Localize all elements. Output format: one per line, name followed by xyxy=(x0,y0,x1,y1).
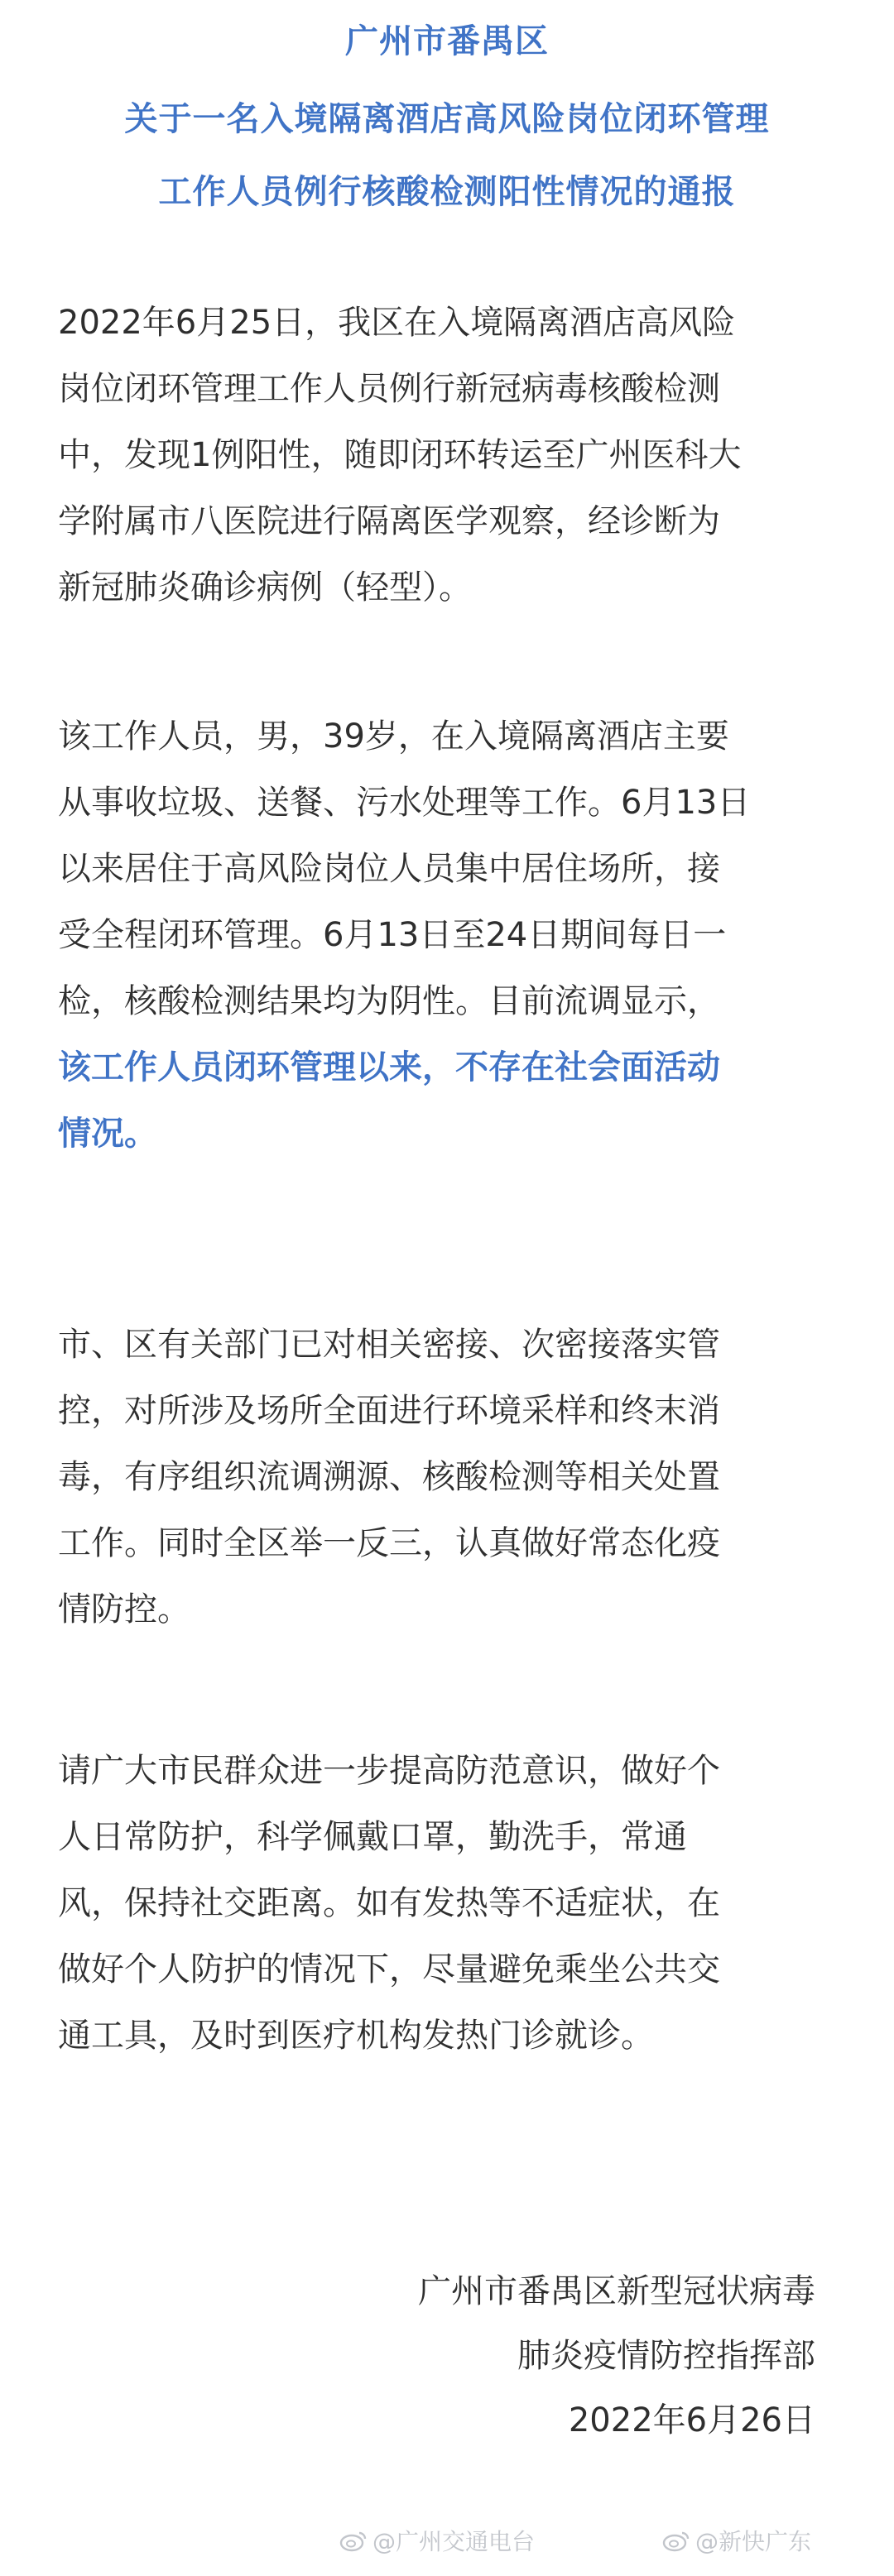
paragraph-line: 中，发现1例阳性，随即闭环转运至广州医科大 xyxy=(58,436,742,474)
paragraph-line: 人日常防护，科学佩戴口罩，勤洗手，常通 xyxy=(58,1818,687,1856)
paragraph-line: 学附属市八医院进行隔离医学观察，经诊断为 xyxy=(58,502,720,540)
signature-org-line-2: 肺炎疫情防控指挥部 xyxy=(517,2337,815,2375)
paragraph-line: 情防控。 xyxy=(58,1590,190,1629)
paragraph-line: 风，保持社交距离。如有发热等不适症状，在 xyxy=(58,1884,720,1922)
paragraph-line: 通工具，及时到医疗机构发热门诊就诊。 xyxy=(58,2017,654,2055)
watermark-right-text: @新快广东 xyxy=(695,2528,812,2555)
weibo-icon xyxy=(339,2529,368,2552)
notice-title-line-1: 关于一名入境隔离酒店高风险岗位闭环管理 xyxy=(124,100,770,138)
paragraph-line: 受全程闭环管理。6月13日至24日期间每日一 xyxy=(58,916,727,954)
weibo-icon xyxy=(662,2529,690,2552)
paragraph-line: 毒，有序组织流调溯源、核酸检测等相关处置 xyxy=(58,1458,720,1496)
paragraph-line: 工作。同时全区举一反三，认真做好常态化疫 xyxy=(58,1524,720,1562)
paragraph-line: 新冠肺炎确诊病例（轻型）。 xyxy=(58,568,472,607)
highlight-line: 该工作人员闭环管理以来，不存在社会面活动 xyxy=(58,1048,720,1087)
highlight-line: 情况。 xyxy=(58,1115,157,1153)
paragraph-line: 市、区有关部门已对相关密接、次密接落实管 xyxy=(58,1326,720,1364)
paragraph-measures xyxy=(58,1312,844,1643)
paragraph-public-advice xyxy=(58,1738,844,2069)
paragraph-line: 检，核酸检测结果均为阴性。目前流调显示， xyxy=(58,982,720,1020)
paragraph-line: 该工作人员，男，39岁，在入境隔离酒店主要 xyxy=(58,717,729,756)
paragraph-line: 控，对所涉及场所全面进行环境采样和终末消 xyxy=(58,1392,720,1430)
signature-org-line-1: 广州市番禺区新型冠状病毒 xyxy=(418,2272,815,2310)
paragraph-line: 做好个人防护的情况下，尽量避免乘坐公共交 xyxy=(58,1950,720,1988)
paragraph-line: 请广大市民群众进一步提高防范意识，做好个 xyxy=(58,1752,720,1790)
signature-block xyxy=(418,2259,815,2453)
paragraph-line: 岗位闭环管理工作人员例行新冠病毒核酸检测 xyxy=(58,370,720,408)
watermark-right xyxy=(662,2524,811,2557)
paragraph-case-summary xyxy=(58,290,844,621)
notice-title-region: 广州市番禺区 xyxy=(345,22,549,60)
notice-title-line-2: 工作人员例行核酸检测阳性情况的通报 xyxy=(158,173,736,211)
paragraph-line: 2022年6月25日，我区在入境隔离酒店高风险 xyxy=(58,304,736,342)
paragraph-case-details xyxy=(58,703,844,1167)
watermark-left-text: @广州交通电台 xyxy=(372,2528,536,2555)
paragraph-line: 以来居住于高风险岗位人员集中居住场所，接 xyxy=(58,850,720,888)
paragraph-line: 从事收垃圾、送餐、污水处理等工作。6月13日 xyxy=(58,784,751,822)
watermark-left xyxy=(339,2524,535,2557)
signature-date: 2022年6月26日 xyxy=(568,2401,815,2439)
